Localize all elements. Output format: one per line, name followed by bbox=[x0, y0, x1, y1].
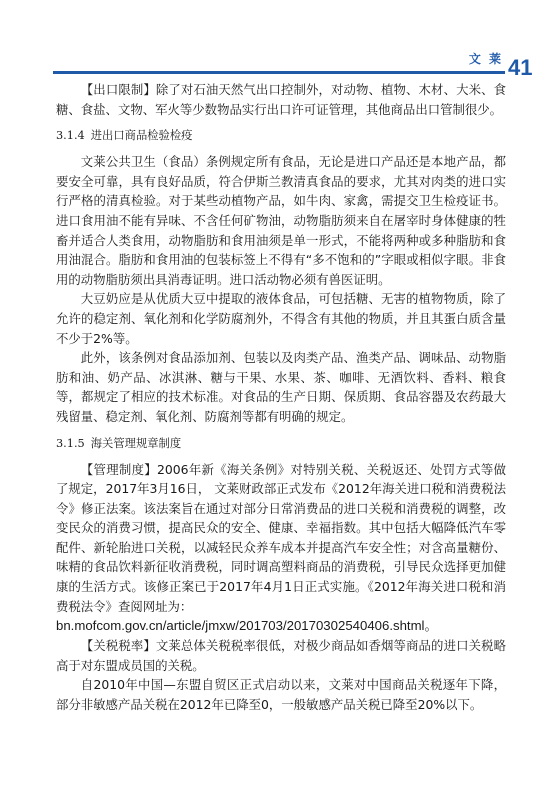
paragraph-technical-standards: 此外，该条例对食品添加剂、包装以及肉类产品、渔类产品、调味品、动物脂肪和油、奶产品、冰淇淋、糖与干果、水果、茶、咖啡、无酒饮料、香料、粮食等，都规定了相应的技术标准。对食品的生产日期、保质期、食品容器及农药最大残留量、稳定剂、氧化剂、防腐剂等都有明确的规定。 bbox=[56, 350, 506, 424]
header-title: 文 莱 bbox=[468, 52, 503, 66]
paragraph-food-regulations: 文莱公共卫生（食品）条例规定所有食品，无论是进口产品还是本地产品，都要安全可靠，具有良好品质，符合伊斯兰教清真食品的要求，尤其对肉类的进口实行严格的清真检验。对于某些动植物产品，如牛肉、家禽，需提交卫生检疫证书。进口食用油不能有异味、不含任何矿物油，动物脂肪须来自在屠宰时身体健康的牲畜并适合人类食用，动物脂肪和食用油须是单一形式，不能将两种或多种脂肪和食用油混合。脂肪和食用油的包装标签上不得有“多不饱和的”字眼或相似字眼。非食用的动物脂肪须出具消毒证明。进口活动物必须有兽医证明。 bbox=[56, 154, 506, 287]
page-body bbox=[56, 80, 506, 715]
section-heading-3-1-4 bbox=[56, 128, 506, 144]
section-number: 3.1.4 bbox=[56, 129, 85, 143]
section-number: 3.1.5 bbox=[56, 436, 85, 450]
paragraph-soy-milk: 大豆奶应是从优质大豆中提取的液体食品，可包括糖、无害的植物物质，除了允许的稳定剂、氧化剂和化学防腐剂外，不得含有其他的物质，并且其蛋白质含量不少于2%等。 bbox=[56, 291, 506, 346]
paragraph-tariff-rates: 【关税税率】文莱总体关税税率很低，对极少商品如香烟等商品的进口关税略高于对东盟成员国的关税。 bbox=[56, 638, 506, 673]
page-number: 41 bbox=[508, 55, 533, 80]
section-heading-3-1-5 bbox=[56, 436, 506, 452]
reference-url: bn.mofcom.gov.cn/article/jmxw/201703/20170302540406.shtml。 bbox=[56, 618, 438, 634]
paragraph-management-system: 【管理制度】2006年新《海关条例》对特别关税、关税返还、处罚方式等做了规定，2017年3月16日， 文莱财政部正式发布《2012年海关进口税和消费税法令》修正法案。该法案旨在通过对部分日常消费品的进口关税和消费税的调整，改变民众的消费习惯，提高民众的安全、健康、幸福指数。其中包括大幅降低汽车零配件、新轮胎进口关税，以减轻民众养车成本并提高汽车安全性；对含高量糖份、味精的食品饮料新征收消费税，同时调高塑料商品的消费税，引导民众选择更加健康的生活方式。该修正案已于2017年4月1日正式实施。《2012年海关进口税和消费税法令》查阅网址为： bbox=[56, 461, 506, 614]
section-title: 海关管理规章制度 bbox=[90, 436, 182, 450]
section-title: 进出口商品检验检疫 bbox=[90, 129, 193, 143]
paragraph-china-asean-fta: 自2010年中国—东盟自贸区正式启动以来，文莱对中国商品关税逐年下降，部分非敏感产品关税在2012年已降至0，一般敏感产品关税已降至20%以下。 bbox=[56, 677, 506, 713]
header-rule bbox=[53, 71, 505, 74]
paragraph-export-restrictions: 【出口限制】除了对石油天然气出口控制外，对动物、植物、木材、大米、食糖、食盐、文物、军火等少数物品实行出口许可证管理，其他商品出口管制很少。 bbox=[56, 82, 506, 117]
